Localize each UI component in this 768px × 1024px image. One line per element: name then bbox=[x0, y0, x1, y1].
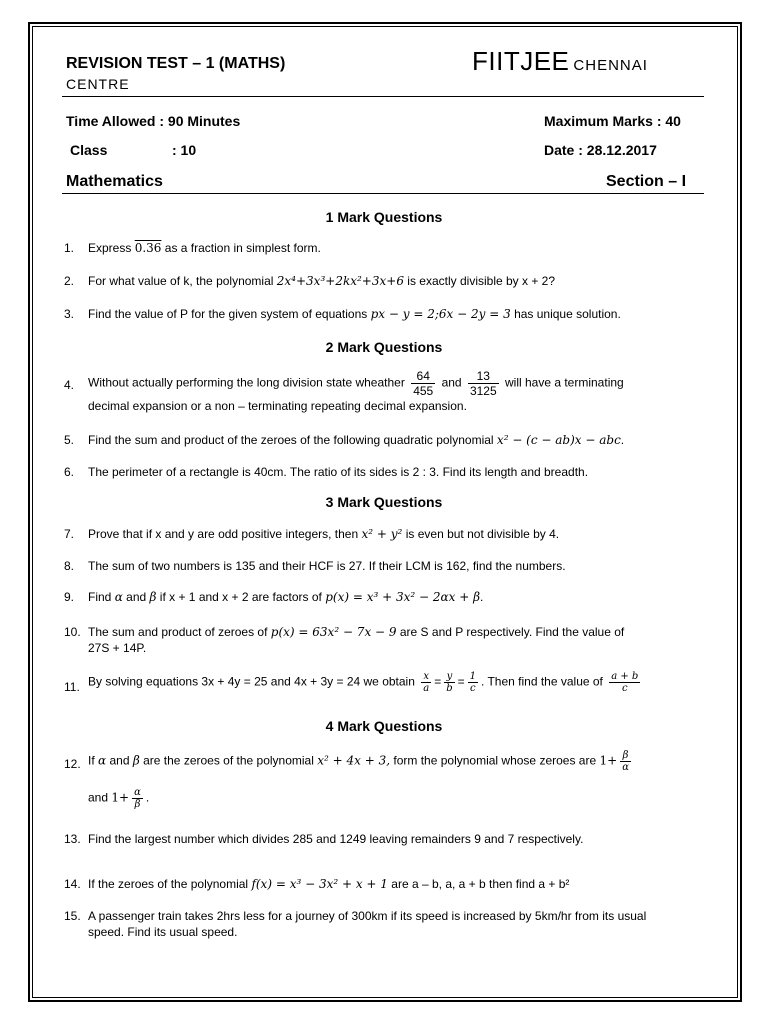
question-4 bbox=[64, 369, 704, 414]
fraction bbox=[620, 750, 631, 773]
question-text: are S and P respectively. Find the value of bbox=[399, 625, 625, 639]
denominator: a bbox=[423, 683, 430, 694]
equation-system: px − y = 2;6x − 2y = 3 bbox=[370, 307, 511, 321]
maximum-marks: Maximum Marks : 40 bbox=[544, 113, 681, 129]
beta-symbol: β bbox=[149, 590, 157, 604]
question-text: . bbox=[480, 590, 484, 604]
question-text: Find the largest number which divides 285 and 1249 leaving remainders 9 and 7 respectively. bbox=[88, 832, 584, 846]
question-text: form the polynomial whose zeroes are bbox=[393, 753, 597, 768]
question-text: is exactly divisible by x + 2? bbox=[407, 274, 556, 288]
numerator: y bbox=[444, 671, 454, 683]
denominator: c bbox=[621, 683, 628, 694]
denominator: α bbox=[622, 762, 629, 773]
question-number: 15. bbox=[64, 909, 81, 923]
question-text: . bbox=[620, 433, 625, 447]
brand-city: CHENNAI bbox=[573, 57, 648, 74]
question-number: 2. bbox=[64, 274, 75, 288]
brand-name: FIITJEE bbox=[472, 46, 570, 76]
fraction bbox=[421, 671, 431, 694]
question-text: Find bbox=[88, 590, 112, 604]
question-text: Without actually performing the long division state wheather bbox=[88, 375, 405, 390]
numerator: 13 bbox=[468, 369, 499, 384]
fraction bbox=[468, 369, 499, 398]
question-number: 7. bbox=[64, 527, 75, 541]
subject-title: Mathematics bbox=[66, 173, 163, 190]
alpha-symbol: α bbox=[98, 753, 107, 768]
question-text: speed. Find its usual speed. bbox=[88, 925, 238, 939]
question-text: 27S + 14P. bbox=[88, 641, 147, 655]
denominator: 455 bbox=[413, 384, 434, 398]
math-expression: 1+ bbox=[111, 790, 130, 805]
question-13 bbox=[64, 831, 704, 847]
beta-symbol: β bbox=[132, 753, 140, 768]
question-12 bbox=[64, 750, 704, 810]
numerator: α bbox=[134, 787, 141, 798]
question-text: For what value of k, the polynomial bbox=[88, 274, 274, 288]
question-number: 11. bbox=[64, 680, 80, 694]
question-text: The sum and product of zeroes of bbox=[88, 625, 268, 639]
question-text: are a – b, a, a + b then find a + b² bbox=[391, 877, 570, 891]
polynomial-expression: p(x) = 63x² − 7x − 9 bbox=[270, 625, 397, 639]
numerator: x bbox=[421, 671, 431, 683]
question-number: 1. bbox=[64, 241, 75, 255]
centre-label: CENTRE bbox=[66, 76, 130, 92]
fraction bbox=[468, 671, 478, 694]
polynomial-expression: f(x) = x³ − 3x² + x + 1 bbox=[251, 877, 388, 891]
question-text: Prove that if x and y are odd positive integers, then bbox=[88, 527, 359, 541]
question-9 bbox=[64, 589, 704, 605]
question-text: A passenger train takes 2hrs less for a journey of 300km if its speed is increased by 5km/hr from its usual bbox=[88, 909, 647, 923]
fraction bbox=[411, 369, 435, 398]
section-heading-1-mark: 1 Mark Questions bbox=[325, 209, 443, 225]
question-7 bbox=[64, 526, 704, 542]
question-text: is even but not divisible by 4. bbox=[405, 527, 560, 541]
header-rule bbox=[62, 96, 704, 97]
question-1 bbox=[64, 240, 704, 256]
question-number: 9. bbox=[64, 590, 75, 604]
test-title: REVISION TEST – 1 (MATHS) bbox=[66, 55, 286, 72]
question-text: decimal expansion or a non – terminating repeating decimal expansion. bbox=[88, 399, 467, 413]
question-5 bbox=[64, 432, 704, 448]
question-number: 13. bbox=[64, 832, 81, 846]
question-number: 14. bbox=[64, 877, 81, 891]
question-text: are the zeroes of the polynomial bbox=[143, 753, 314, 768]
subject-rule bbox=[62, 193, 704, 194]
numerator: a + b bbox=[611, 671, 639, 682]
polynomial-expression: x² − (c − ab)x − abc bbox=[496, 433, 621, 447]
question-3 bbox=[64, 306, 704, 322]
section-title: Section – I bbox=[606, 173, 687, 190]
question-text: Express bbox=[88, 241, 132, 255]
question-text: If the zeroes of the polynomial bbox=[88, 877, 249, 891]
section-heading-4-mark: 4 Mark Questions bbox=[325, 718, 443, 734]
page-border-inner bbox=[32, 26, 738, 998]
question-text: if x + 1 and x + 2 are factors of bbox=[159, 590, 322, 604]
question-15 bbox=[64, 908, 704, 940]
question-text: By solving equations 3x + 4y = 25 and 4x + 3y = 24 we obtain bbox=[88, 674, 415, 689]
question-text: The sum of two numbers is 135 and their HCF is 27. If their LCM is 162, find the numbers. bbox=[88, 559, 566, 573]
polynomial-expression: x² + 4x + 3, bbox=[317, 753, 391, 768]
question-text: The perimeter of a rectangle is 40cm. The ratio of its sides is 2 : 3. Find its length and breadth. bbox=[88, 465, 589, 479]
question-text: and bbox=[109, 753, 130, 768]
question-text: has unique solution. bbox=[514, 307, 621, 321]
alpha-symbol: α bbox=[114, 590, 123, 604]
question-text: as a fraction in simplest form. bbox=[164, 241, 321, 255]
time-allowed: Time Allowed : 90 Minutes bbox=[66, 113, 241, 129]
question-text: and bbox=[441, 375, 462, 390]
question-11: 11. By solving equations 3x + 4y = 25 and 4x + 3y = 24 we obtain $\frac{x}{a}$ = $\frac{y}{b}$ = $\frac{1}{c}$ . Then find the value of $\frac{a + b}{c}$ bbox=[64, 671, 639, 694]
polynomial-expression: p(x) = x³ + 3x² − 2αx + β bbox=[325, 590, 481, 604]
section-heading-2-mark: 2 Mark Questions bbox=[325, 339, 443, 355]
question-10 bbox=[64, 624, 704, 656]
math-expression: 1+ bbox=[599, 753, 618, 768]
brand-header bbox=[472, 46, 648, 77]
class-label: Class bbox=[70, 142, 108, 158]
question-text: Find the sum and product of the zeroes of the following quadratic polynomial bbox=[88, 433, 494, 447]
denominator: b bbox=[446, 683, 453, 694]
question-text: will have a terminating bbox=[504, 375, 624, 390]
numerator: 1 bbox=[469, 671, 477, 682]
polynomial-expression: 2x⁴+3x³+2kx²+3x+6 bbox=[276, 274, 404, 288]
fraction bbox=[609, 671, 640, 694]
question-number: 8. bbox=[64, 559, 75, 573]
question-number: 10. bbox=[64, 625, 81, 639]
question-text: If bbox=[88, 753, 95, 768]
question-6 bbox=[64, 464, 704, 480]
question-text: . Then find the value of bbox=[481, 674, 603, 689]
recurring-decimal: 0.36 bbox=[134, 241, 162, 255]
section-heading-3-mark: 3 Mark Questions bbox=[325, 494, 443, 510]
question-number: 5. bbox=[64, 433, 75, 447]
question-number: 4. bbox=[64, 378, 75, 392]
denominator: 3125 bbox=[469, 384, 497, 398]
question-number: 6. bbox=[64, 465, 75, 479]
question-number: 3. bbox=[64, 307, 75, 321]
class-value: : 10 bbox=[172, 142, 197, 158]
question-number: 12. bbox=[64, 757, 81, 771]
numerator: β bbox=[620, 750, 631, 762]
denominator: β bbox=[134, 799, 141, 810]
question-8 bbox=[64, 558, 704, 574]
question-2 bbox=[64, 273, 704, 289]
question-14 bbox=[64, 876, 704, 892]
fraction bbox=[444, 671, 454, 694]
fraction bbox=[132, 787, 143, 810]
math-expression: x² + y² bbox=[361, 527, 403, 541]
question-text: . bbox=[145, 790, 150, 805]
test-date: Date : 28.12.2017 bbox=[544, 142, 657, 158]
denominator: c bbox=[470, 683, 476, 694]
question-text: and bbox=[126, 590, 147, 604]
question-text: Find the value of P for the given system of equations bbox=[88, 307, 368, 321]
question-text: and bbox=[88, 790, 109, 805]
numerator: 64 bbox=[411, 369, 435, 384]
